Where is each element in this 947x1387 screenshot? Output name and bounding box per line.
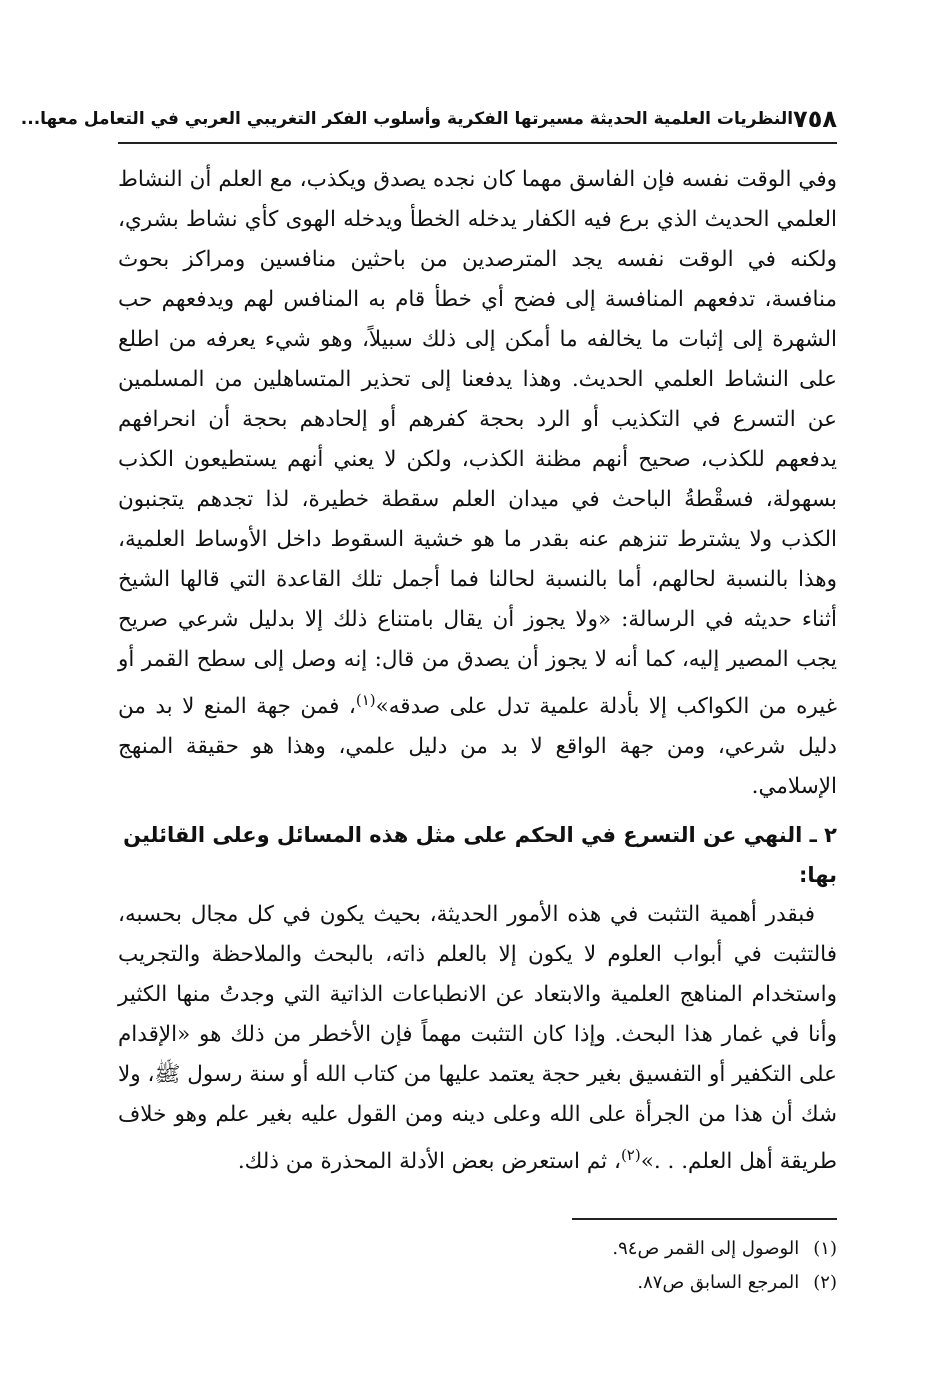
footnote-mark: (١) — [813, 1238, 837, 1259]
paragraph-text: ، فمن جهة المنع لا بد من دليل شرعي، ومن جهة الواقع لا بد من دليل علمي، وهذا هو حقيقة المنهج الإسلامي. — [118, 694, 837, 800]
section-heading: ٢ ـ النهي عن التسرع في الحكم على مثل هذه المسائل وعلى القائلين بها: — [123, 823, 837, 888]
footnote-text: المرجع السابق ص٨٧. — [637, 1272, 800, 1293]
paragraph-text: وفي الوقت نفسه فإن الفاسق مهما كان نجده يصدق ويكذب، مع العلم أن النشاط العلمي الحديث الذي برع فيه الكفار يدخله الخطأ ويدخله الهوى كأي نشاط بشري، ولكنه في الوقت نفسه يجد المترصدين من باحثين منافسين ومراكز بحوث منافسة، تدفعهم المنافسة إلى فضح أي خطأ قام به المنافس لهم ويدفعهم حب الشهرة إلى إثبات ما يخالفه ما أمكن إلى ذلك سبيلاً، وهو شيء يعرفه من اطلع على النشاط العلمي الحديث. وهذا يدفعنا إلى تحذير المتساهلين من المسلمين عن التسرع في التكذيب أو الرد بحجة كفرهم أو إلحادهم بحجة أن انحرافهم يدفعهم للكذب، صحيح أنهم مظنة الكذب، ولكن لا يعني أنهم يستطيعون الكذب بسهولة، فسقْطةُ الباحث في ميدان العلم سقطة خطيرة، لذا تجدهم يتجنبون الكذب ولا يشترط تنزهم عنه بقدر ما هو خشية السقوط داخل الأوساط العلمية، وهذا بالنسبة لحالهم، أما بالنسبة لحالنا فما أجمل تلك القاعدة التي قالها الشيخ أثناء حديثه في الرسالة: «ولا يجوز أن يقال بامتناع ذلك إلا بدليل شرعي صريح يجب المصير إليه، كما أنه لا يجوز أن يصدق من قال: إنه وصل إلى سطح القمر أو غيره من الكواكب إلا بأدلة علمية تدل على صدقه» — [118, 167, 837, 720]
running-title: النظريات العلمية الحديثة مسيرتها الفكرية وأسلوب الفكر التغريبي العربي في التعامل معها... — [20, 109, 794, 129]
footnote-separator — [572, 1218, 837, 1220]
footnote-reference: (٢) — [620, 1146, 641, 1165]
paragraph-text: ، ثم استعرض بعض الأدلة المحذرة من ذلك. — [237, 1149, 621, 1175]
paragraph-text: فبقدر أهمية التثبت في هذه الأمور الحديثة، بحيث يكون في كل مجال بحسبه، فالتثبت في أبواب العلوم لا يكون إلا بالعلم ذاته، بالبحث والملاحظة والتجريب واستخدام المناهج العلمية والابتعاد عن الانطباعات الذاتية التي وجدتُ منها الكثير وأنا في غمار هذا البحث. وإذا كان التثبت مهماً فإن الأخطر من ذلك هو «الإقدام على التكفير أو التفسيق بغير حجة يعتمد عليها من كتاب الله أو سنة رسول ﷺ، ولا شك أن هذا من الجرأة على الله وعلى دينه ومن القول عليه بغير علم وهو خلاف طريقة أهل العلم. . .» — [118, 902, 837, 1175]
body-paragraph — [118, 160, 837, 807]
page-number: ٧٥٨ — [793, 105, 837, 133]
running-header — [20, 96, 837, 144]
footnote — [118, 1266, 837, 1300]
footnotes — [118, 1232, 837, 1300]
footnote-mark: (٢) — [813, 1272, 837, 1293]
footnote-reference: (١) — [355, 691, 376, 709]
footnote-text: الوصول إلى القمر ص٩٤. — [612, 1238, 800, 1259]
main-text — [118, 160, 837, 1182]
footnote — [118, 1232, 837, 1266]
body-paragraph — [118, 895, 837, 1182]
